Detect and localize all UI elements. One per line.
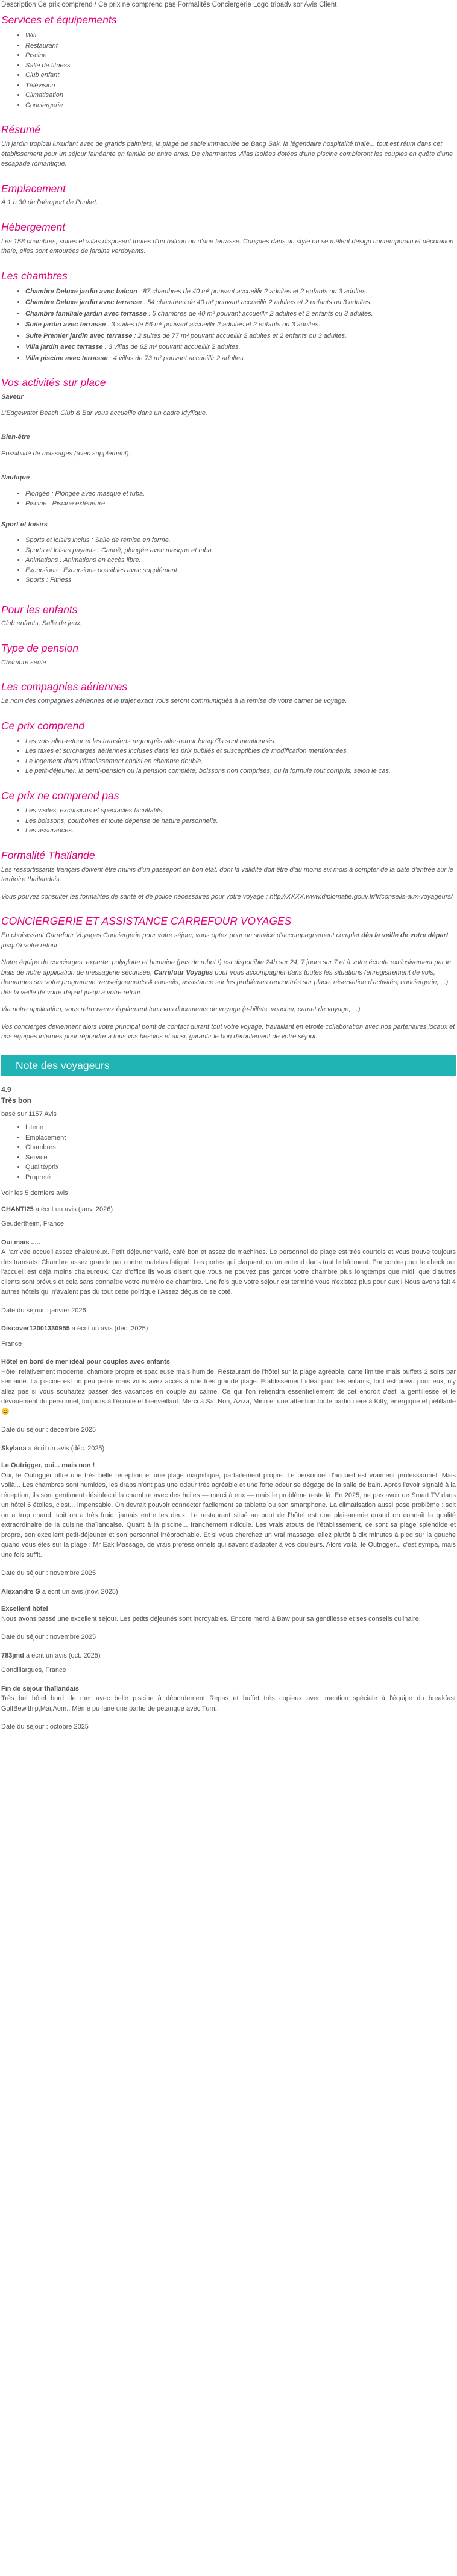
service-item: • Climatisation <box>25 90 456 101</box>
criteria-item: • Literie <box>25 1123 456 1133</box>
chambres-title: Les chambres <box>1 269 68 282</box>
sport-label: Sport et loisirs <box>1 520 48 528</box>
formalite-text: Les ressortissants français doivent être munis d'un passeport en bon état, dont la validité doit être d'au moins six mois à compter de la date d'entrée sur le territoire thaïlandais. <box>1 865 453 884</box>
review-body: Très bel hôtel bord de mer avec belle piscine à débordement Repas et buffet très copieux avec mention spéciale à l'équipe du breakfast GolfBew,thip,Mai,Aom.. Même pu faire une partie de pétanque avec Tum.. <box>1 1695 456 1712</box>
review-body: Hôtel relativement moderne, chambre propre et spacieuse mais humide. Restaurant de l'hôtel sur la plage agréable, carte limitée mais buffets 2 soirs par semaine. La piscine est un peu petite mais vous avez accès à une très grande plage. Etablissement idéal pour les enfants, tout est prévu pour eux, n'y allez pas si vous souhaitez passer des vacances en couple au calme. Ce qui l'on retiendra essentiellement de cet endroit c'est la gentillesse et le dévouement du personnel, toujours à l'écoute et bienveillant. Merci à Sa, Non, Aziza, Mirin et une attention toute particulière à Kitty, énergique et pétillante 😊 <box>1 1368 456 1415</box>
review-date: Date du séjour : novembre 2025 <box>1 1633 96 1641</box>
conciergerie-p2-bold: Carrefour Voyages <box>154 968 213 976</box>
criteria-item: • Propreté <box>25 1173 456 1183</box>
criteria-item: • Qualité/prix <box>25 1162 456 1173</box>
pension-title: Type de pension <box>1 641 79 654</box>
bienetre-label: Bien-être <box>1 434 30 441</box>
rating-label: Très bon <box>1 1096 32 1105</box>
room-name: Villa piscine avec terrasse <box>25 354 108 362</box>
sport-item: • Excursions : Excursions possibles avec supplément. <box>25 566 456 576</box>
service-item: • Télévision <box>25 81 456 91</box>
saveur-text: L'Edgewater Beach Club & Bar vous accueille dans un cadre idyllique. <box>1 409 208 417</box>
review-origin: France <box>1 1339 22 1347</box>
ne-comprend-item: • Les visites, excursions et spectacles facultatifs. <box>25 806 456 816</box>
ne-comprend-list <box>1 806 456 836</box>
ne-comprend-item: • Les assurances. <box>25 826 456 836</box>
room-desc: : 2 suites de 77 m² pouvant accueillir 2 adultes et 2 enfants ou 3 adultes. <box>132 332 347 340</box>
resume-title: Résumé <box>1 123 41 136</box>
sport-item: • Sports : Fitness <box>25 575 456 585</box>
comprend-title: Ce prix comprend <box>1 719 85 732</box>
reviews-section <box>1 1084 456 1732</box>
review-author: Alexandre G <box>1 1588 40 1595</box>
comprend-item: • Le petit-déjeuner, la demi-pension ou la pension complète, boissons non comprises, ou la formule tout compris, selon le cas. <box>25 766 456 776</box>
review-body: A l'arrivée accueil assez chaleureux. Petit déjeuner varié, café bon et assez de machines. Le personnel de plage est très courtois et vous trouve toujours des transats. Chambre assez grande par contre matelas fatigué. Les portes qui claquent, qu'on entend dans tout le bâtiment. Par contre pour le check out l'accueil est déjà moins chaleureux. Car d'office ils vous disent que vous ne pouvez pas garder votre chambre plus longtemps que midi, que d'autres clients sont prévus et cela sans connaître votre numéro de chambre. Une fois que votre séjour est terminé vous n'existez plus pour eux ! Nous avons fait 4 autres hôtels qui n'avaient pas du tout cette politique ! Assez déçus de se coté. <box>1 1249 456 1296</box>
room-name: Chambre Deluxe jardin avec terrasse <box>25 299 142 307</box>
sport-item: • Sports et loisirs inclus : Salle de remise en forme. <box>25 535 456 546</box>
review-author: CHANTI25 <box>1 1205 34 1213</box>
emplacement-text: À 1 h 30 de l'aéroport de Phuket. <box>1 199 98 207</box>
conciergerie-p1 <box>1 931 456 950</box>
room-name: Villa jardin avec terrasse <box>25 343 103 351</box>
review-header <box>1 1444 456 1454</box>
room-item <box>25 287 456 297</box>
room-item <box>25 309 456 319</box>
bienetre-text: Possibilité de massages (avec supplément). <box>1 449 131 457</box>
service-item: • Conciergerie <box>25 101 456 111</box>
nautique-list <box>1 489 456 509</box>
review-header <box>1 1324 456 1334</box>
room-desc: : 5 chambres de 40 m² pouvant accueillir 2 adultes et 2 enfants ou 3 adultes. <box>147 310 373 317</box>
review-date: Date du séjour : novembre 2025 <box>1 1570 96 1577</box>
review-meta: a écrit un avis (déc. 2025) <box>26 1444 105 1452</box>
last-reviews-link[interactable]: Voir les 5 derniers avis <box>1 1190 68 1197</box>
room-name: Chambre Deluxe jardin avec balcon <box>25 287 137 295</box>
pension-text: Chambre seule <box>1 658 46 666</box>
room-desc: : 3 villas de 62 m² pouvant accueillir 2 adultes. <box>102 343 241 351</box>
review-meta: a écrit un avis (janv. 2026) <box>33 1205 113 1213</box>
room-desc: : 54 chambres de 40 m² pouvant accueillir 2 adultes et 2 enfants ou 3 adultes. <box>142 299 372 307</box>
notes-banner: Note des voyageurs <box>1 1055 456 1076</box>
activites-title: Vos activités sur place <box>1 376 106 389</box>
services-list <box>1 31 456 110</box>
conciergerie-p2 <box>1 958 456 997</box>
review-header <box>1 1205 456 1215</box>
review-title: Excellent hôtel <box>1 1605 48 1613</box>
saveur-label: Saveur <box>1 393 24 401</box>
nautique-item: • Piscine : Piscine extérieure <box>25 499 456 509</box>
review-date: Date du séjour : décembre 2025 <box>1 1426 96 1434</box>
review-origin: Geudertheim, France <box>1 1220 64 1228</box>
comprend-item: • Les vols aller-retour et les transferts regroupés aller-retour lorsqu'ils sont mentionnés. <box>25 737 456 747</box>
review-date: Date du séjour : octobre 2025 <box>1 1723 89 1731</box>
emplacement-title: Emplacement <box>1 182 66 195</box>
hebergement-text: Les 158 chambres, suites et villas disposent toutes d'un balcon ou d'une terrasse. Conçues dans un style où se mêlent design contemporain et décoration thaïe, elles sont entourées de jardins verdoyants. <box>1 237 454 255</box>
room-name: Suite Premier jardin avec terrasse <box>25 332 133 340</box>
conciergerie-p4: Vos concierges deviennent alors votre principal point de contact durant tout votre voyage, travaillant en étroite collaboration avec nos partenaires locaux et nos équipes internes pour répondre à tous vos besoins et ainsi, garantir le bon déroulement de votre séjour. <box>1 1023 455 1041</box>
formalite-title: Formalité Thaïlande <box>1 849 95 861</box>
ne-comprend-item: • Les boissons, pourboires et toute dépense de nature personnelle. <box>25 816 456 826</box>
review-meta: a écrit un avis (oct. 2025) <box>24 1651 101 1659</box>
criteria-list <box>1 1123 456 1182</box>
compagnies-text: Le nom des compagnies aériennes et le trajet exact vous seront communiqués à la remise de votre carnet de voyage. <box>1 697 347 705</box>
conciergerie-p2-text: Notre équipe de concierges, experte, polyglotte et humaine (pas de robot !) est disponible 24h sur 24, 7 jours sur 7 et à votre écoute exclusivement par le biais de notre application de messagerie sécurisée, <box>1 959 451 976</box>
criteria-item: • Chambres <box>25 1143 456 1153</box>
review-header <box>1 1587 456 1597</box>
review-title: Hôtel en bord de mer idéal pour couples avec enfants <box>1 1358 170 1366</box>
conciergerie-p1-end: jusqu'à votre retour. <box>1 941 60 949</box>
service-item: • Salle de fitness <box>25 61 456 71</box>
rating-score: 4.9 <box>1 1085 11 1094</box>
sport-item: • Animations : Animations en accès libre. <box>25 555 456 566</box>
comprend-item: • Les taxes et surcharges aériennes incluses dans les prix publiés et susceptibles de modification mentionnées. <box>25 746 456 756</box>
review-author: Discover12001330955 <box>1 1325 70 1333</box>
room-item <box>25 331 456 341</box>
room-desc: : 4 villas de 73 m² pouvant accueillir 2 adultes. <box>107 354 245 362</box>
enfants-title: Pour les enfants <box>1 603 78 616</box>
conciergerie-p1-text: En choisissant Carrefour Voyages Conciergerie pour votre séjour, vous optez pour un service d'accompagnement complet <box>1 932 362 940</box>
review-body: Oui, le Outrigger offre une très belle réception et une plage magnifique, parfaitement propre. Le personnel d'accueil est vraiment professionnel. Mais voilà... Les chambres sont humides, les draps n'ont pas une odeur très agréable et une forte odeur se dégage de la salle de bain. Après l'avoir signalé à la réception, ils sont gentiment désinfecté la chambre avec des huiles — merci à eux — mais le problème reste là. En 2025, ne pas avoir de Smart TV dans un hôtel 5 étoiles, c'est... impensable. On devrait pouvoir connecter facilement sa tablette ou son smartphone. La climatisation aussi pose problème : soit on a trop chaud, soit on a très froid, jamais entre les deux. Le restaurant situé au bout de l'hôtel est une plaisanterie quand on connaît la qualité extraordinaire de la cuisine thaïlandaise. Quant à la piscine... franchement ridicule. Les vrais atouts de l'établissement, ce sont sa plage splendide et propre, son excellent petit-déjeuner et son personnel irréprochable. Et si vous cherchez un vrai massage, allez plutôt à dix minutes à pied sur la gauche quand vous êtes sur la plage : Mr Eak Massage, de vrais professionnels qui savent s'adapter à vos douleurs. Alors voilà, le Outrigger... c'est sympa, mais une fois suffit. <box>1 1471 456 1559</box>
conciergerie-p2-end: pour vous accompagner dans toutes les situations (enregistrement de vols, demandes sur votre programme, renseignements & conseils, assistance sur les problèmes rencontrés sur place, réservation d'activités, conciergerie, ...) dès la veille de votre départ jusqu'à votre retour. <box>1 968 449 996</box>
room-item <box>25 354 456 364</box>
service-item: • Restaurant <box>25 41 456 51</box>
nautique-item: • Plongée : Plongée avec masque et tuba. <box>25 489 456 499</box>
review-header <box>1 1651 456 1661</box>
chambres-list <box>1 287 456 364</box>
criteria-item: • Emplacement <box>25 1133 456 1143</box>
conciergerie-title: CONCIERGERIE ET ASSISTANCE CARREFOUR VOYAGES <box>1 915 292 928</box>
review-title: Oui mais ..... <box>1 1238 40 1246</box>
room-name: Suite jardin avec terrasse <box>25 321 106 329</box>
review-origin: Condillargues, France <box>1 1667 66 1674</box>
ne-comprend-title: Ce prix ne comprend pas <box>1 789 119 802</box>
room-item <box>25 320 456 330</box>
resume-text: Un jardin tropical luxuriant avec de grands palmiers, la plage de sable immaculée de Bang Sak, la légendaire hospitalité thaïe... tout est réuni dans cet établissement pour un séjour fainéante en famille ou entre amis. De charmantes villas isolées dotées d'une piscine combleront les couples en quête d'une escapade romantique. <box>1 140 453 167</box>
conciergerie-p1-bold: dès la veille de votre départ <box>361 932 449 940</box>
service-item: • Club enfant <box>25 70 456 81</box>
enfants-text: Club enfants, Salle de jeux. <box>1 620 82 628</box>
service-item: • Wifi <box>25 31 456 41</box>
services-title: Services et équipements <box>1 14 117 27</box>
review-body: Nous avons passé une excellent séjour. Les petits déjeunés sont incroyables. Encore merci à Baw pour sa gentillesse et ses conseils culinaire. <box>1 1615 421 1623</box>
sport-list <box>1 535 456 585</box>
conciergerie-p3: Via notre application, vous retrouverez également tous vos documents de voyage (e-billets, voucher, carnet de voyage, ...) <box>1 1006 361 1014</box>
comprend-list <box>1 737 456 776</box>
review-author: 783jmd <box>1 1651 24 1659</box>
review-title: Fin de séjour thaïlandais <box>1 1685 79 1692</box>
compagnies-title: Les compagnies aériennes <box>1 681 128 693</box>
review-title: Le Outrigger, oui... mais non ! <box>1 1462 95 1470</box>
review-meta: a écrit un avis (nov. 2025) <box>40 1588 118 1595</box>
nautique-label: Nautique <box>1 474 30 481</box>
room-item <box>25 298 456 308</box>
review-author: Skylana <box>1 1444 27 1452</box>
breadcrumb[interactable]: Description Ce prix comprend / Ce prix ne comprend pas Formalités Conciergerie Logo tripadvisor Avis Client <box>1 1 337 8</box>
sport-item: • Sports et loisirs payants : Canoë, plongée avec masque et tuba. <box>25 546 456 556</box>
rating-count: basé sur 1157 Avis <box>1 1110 57 1118</box>
room-item <box>25 342 456 352</box>
room-desc: : 87 chambres de 40 m² pouvant accueillir 2 adultes et 2 enfants ou 3 adultes. <box>137 287 368 295</box>
room-desc: : 3 suites de 56 m² pouvant accueillir 2 adultes et 2 enfants ou 3 adultes. <box>106 321 321 329</box>
formalite-link-text[interactable]: Vous pouvez consulter les formalités de santé et de police nécessaires pour votre voyage : http://XXXX.www.diplomatie.gouv.fr/fr/conseils-aux-voyageurs/ <box>1 893 453 900</box>
room-name: Chambre familiale jardin avec terrasse <box>25 310 147 317</box>
hebergement-title: Hébergement <box>1 220 66 233</box>
review-meta: a écrit un avis (déc. 2025) <box>69 1325 148 1333</box>
comprend-item: • Le logement dans l'établissement choisi en chambre double. <box>25 756 456 767</box>
criteria-item: • Service <box>25 1153 456 1163</box>
service-item: • Piscine <box>25 51 456 61</box>
review-date: Date du séjour : janvier 2026 <box>1 1306 86 1314</box>
